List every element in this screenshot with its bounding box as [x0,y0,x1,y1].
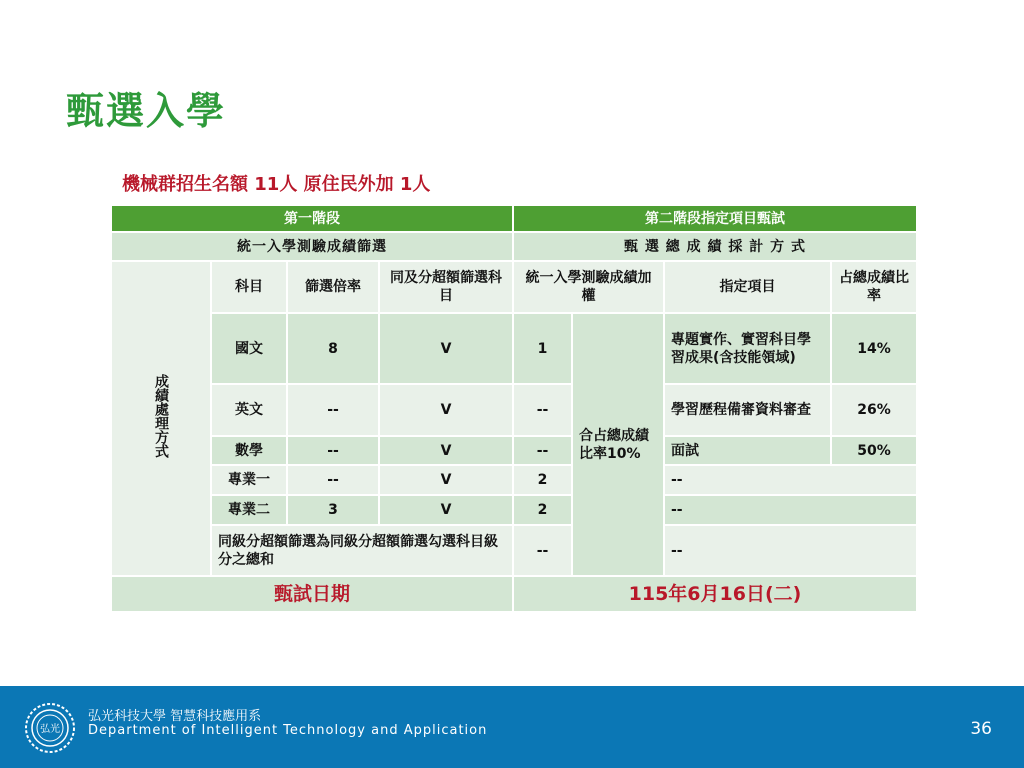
subject-cell: 英文 [211,384,287,436]
subject-cell: 專業一 [211,465,287,495]
table-row [111,495,917,525]
ratio-cell: -- [287,436,379,465]
seal-text: 弘光 [40,724,60,735]
percent-cell: 26% [831,384,917,436]
item-cell: -- [664,495,917,525]
col-header-ratio: 篩選倍率 [287,261,379,313]
school-name: 弘光科技大學 智慧科技應用系 [88,709,262,724]
stage2-header: 第二階段指定項目甄試 [513,205,917,232]
col-header-weight: 統一入學測驗成績加權 [513,261,664,313]
stage1-subheader: 統一入學測驗成績篩選 [111,232,513,261]
date-label: 甄試日期 [111,576,513,612]
item-cell: -- [664,525,917,576]
subject-cell: 專業二 [211,495,287,525]
check-cell: V [379,465,513,495]
subject-cell: 數學 [211,436,287,465]
side-label: 成績處理方式 [153,374,169,458]
table-row [111,313,917,384]
stage2-subheader: 甄 選 總 成 績 採 計 方 式 [513,232,917,261]
percent-cell: 50% [831,436,917,465]
weight-cell: -- [513,384,572,436]
weight-cell: 2 [513,465,572,495]
col-header-item: 指定項目 [664,261,831,313]
item-cell: 面試 [664,436,831,465]
side-label-cell [111,261,211,576]
check-cell: V [379,313,513,384]
school-seal-icon [24,702,76,754]
ratio-cell: 8 [287,313,379,384]
check-cell: V [379,495,513,525]
check-cell: V [379,436,513,465]
col-header-same-score: 同及分超額篩選科目 [379,261,513,313]
weight-cell: 1 [513,313,572,384]
ratio-cell: -- [287,465,379,495]
merged-share-cell [572,313,664,576]
item-cell: -- [664,465,917,495]
weight-cell: 2 [513,495,572,525]
admission-table [110,204,918,613]
merged-share-text: 合占總成績比率10% [579,427,649,462]
item-cell: 專題實作、實習科目學習成果(含技能領域) [664,313,831,384]
table-row [111,465,917,495]
subject-cell: 國文 [211,313,287,384]
slide-title: 甄選入學 [66,89,227,133]
table-row [111,525,917,576]
table-row [111,436,917,465]
percent-cell: 14% [831,313,917,384]
table-row [111,384,917,436]
page-number: 36 [970,719,992,739]
weight-cell: -- [513,525,572,576]
note-cell: 同級分超額篩選為同級分超額篩選勾選科目級分之總和 [211,525,513,576]
date-value: 115年6月16日(二) [513,576,917,612]
check-cell: V [379,384,513,436]
ratio-cell: -- [287,384,379,436]
stage1-header: 第一階段 [111,205,513,232]
slide-subtitle: 機械群招生名額 11人 原住民外加 1人 [122,174,431,195]
weight-cell: -- [513,436,572,465]
col-header-percent: 占總成績比率 [831,261,917,313]
ratio-cell: 3 [287,495,379,525]
col-header-subject: 科目 [211,261,287,313]
item-cell: 學習歷程備審資料審查 [664,384,831,436]
department-name-en: Department of Intelligent Technology and Application [88,723,488,738]
